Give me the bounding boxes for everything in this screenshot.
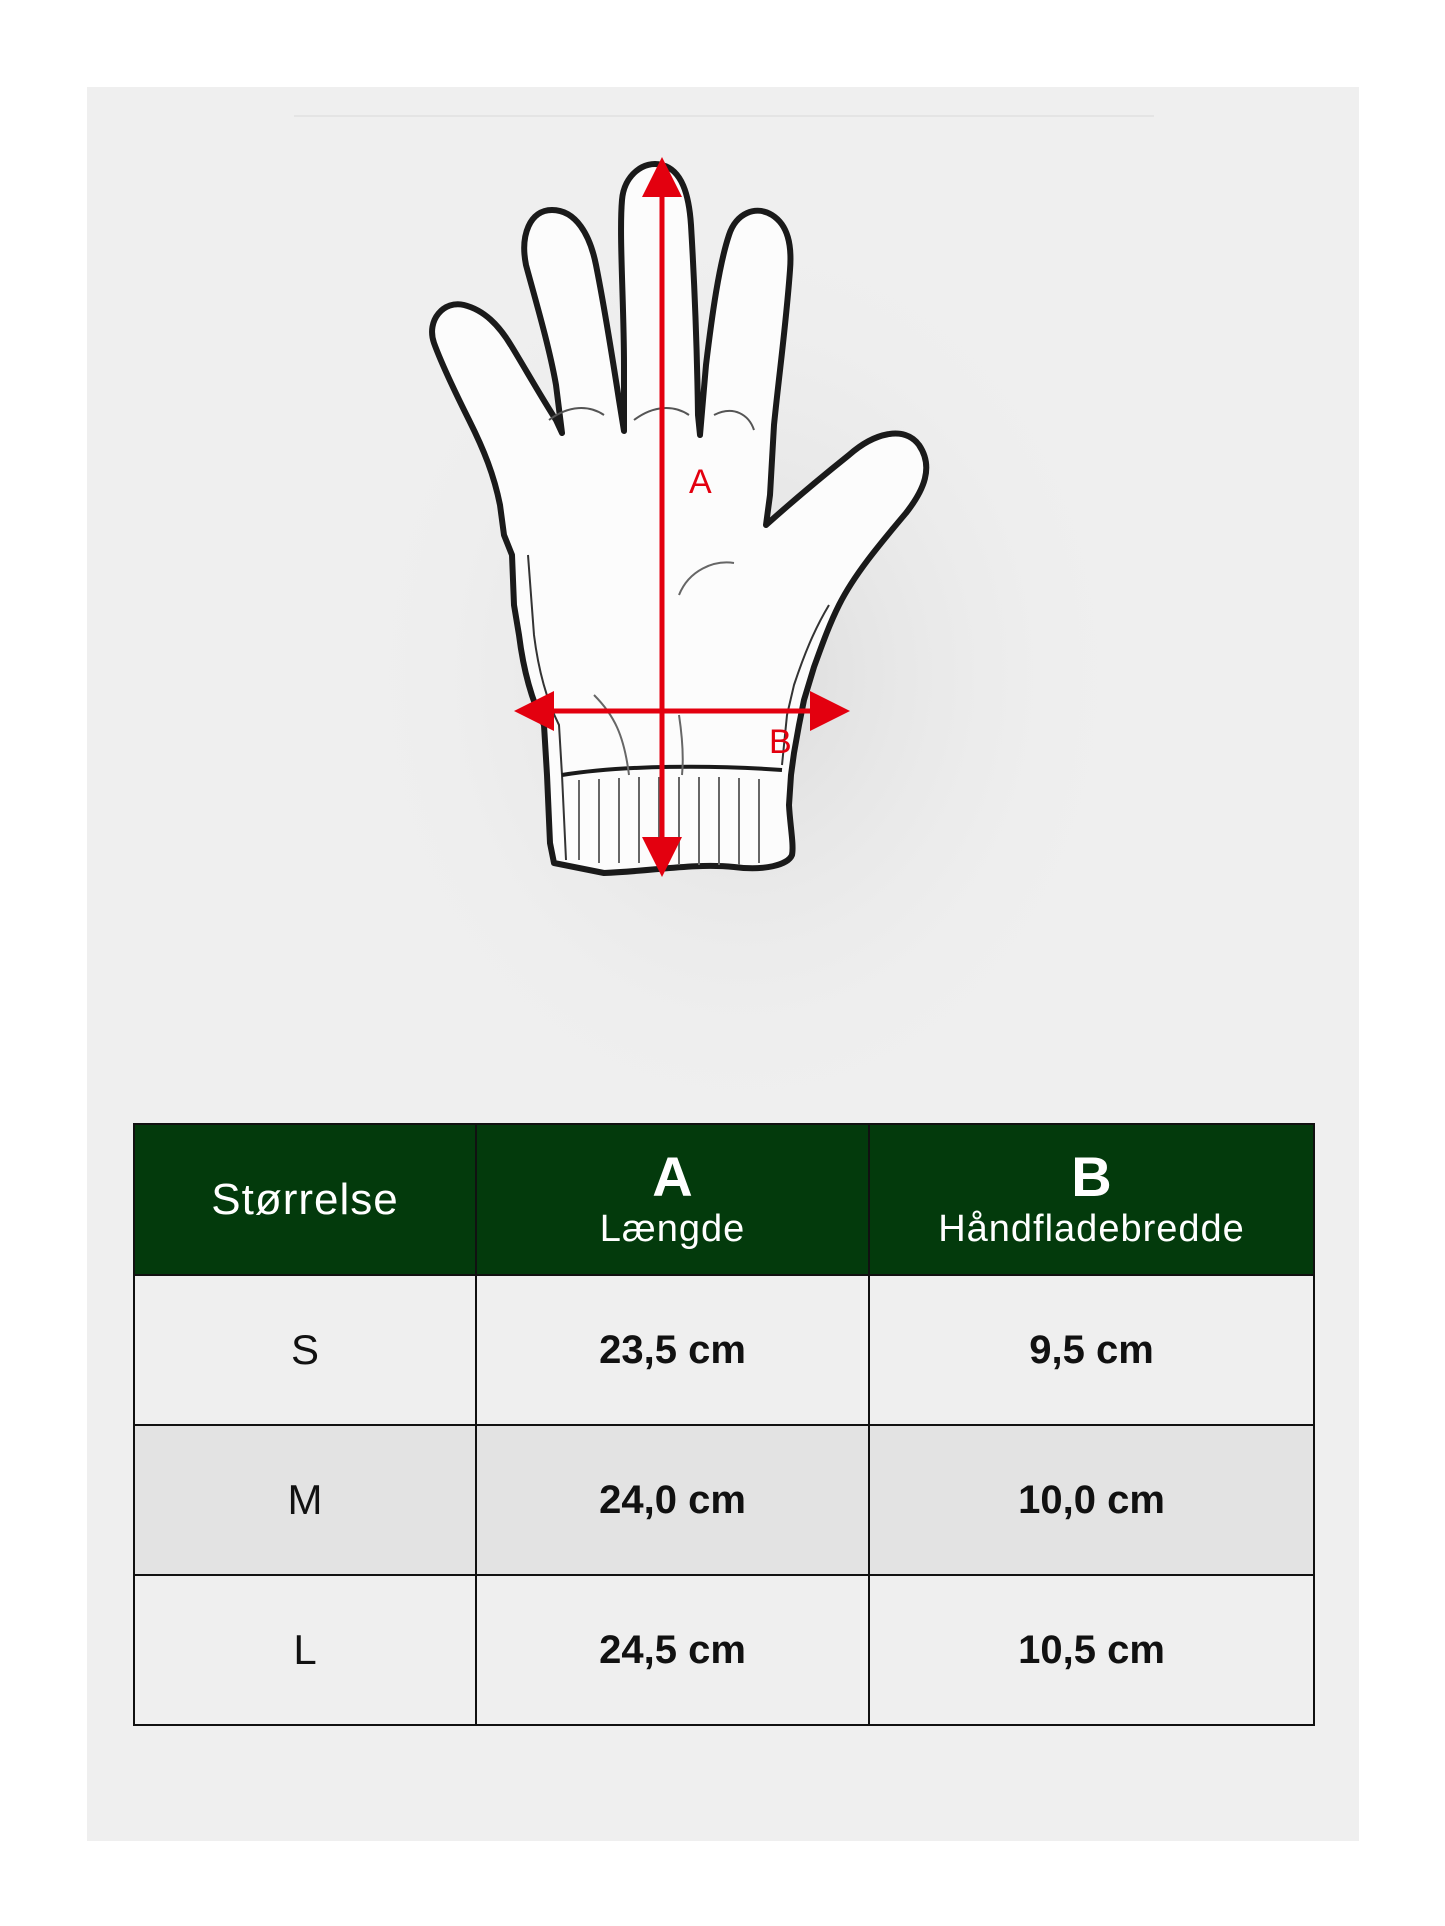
table-row xyxy=(134,1425,1314,1575)
width-cell: 9,5 cm xyxy=(869,1275,1314,1425)
header-length-letter: A xyxy=(652,1144,693,1208)
length-cell: 24,0 cm xyxy=(476,1425,869,1575)
glove-measurement-icon xyxy=(294,115,1154,1115)
header-width-name: Håndfladebredde xyxy=(938,1207,1245,1250)
length-cell: 24,5 cm xyxy=(476,1575,869,1725)
label-a: A xyxy=(689,463,712,501)
table-header-row xyxy=(134,1124,1314,1275)
table-row xyxy=(134,1275,1314,1425)
label-b: B xyxy=(769,723,792,761)
size-cell: S xyxy=(134,1275,476,1425)
size-table xyxy=(133,1123,1315,1726)
size-cell: M xyxy=(134,1425,476,1575)
header-length xyxy=(476,1124,869,1275)
glove-illustration xyxy=(294,115,1154,1115)
width-cell: 10,5 cm xyxy=(869,1575,1314,1725)
width-cell: 10,0 cm xyxy=(869,1425,1314,1575)
size-guide-panel xyxy=(87,87,1359,1841)
header-width xyxy=(869,1124,1314,1275)
length-cell: 23,5 cm xyxy=(476,1275,869,1425)
header-length-name: Længde xyxy=(599,1207,746,1250)
table-row xyxy=(134,1575,1314,1725)
header-size: Størrelse xyxy=(134,1124,476,1275)
size-cell: L xyxy=(134,1575,476,1725)
header-width-letter: B xyxy=(1071,1144,1112,1208)
